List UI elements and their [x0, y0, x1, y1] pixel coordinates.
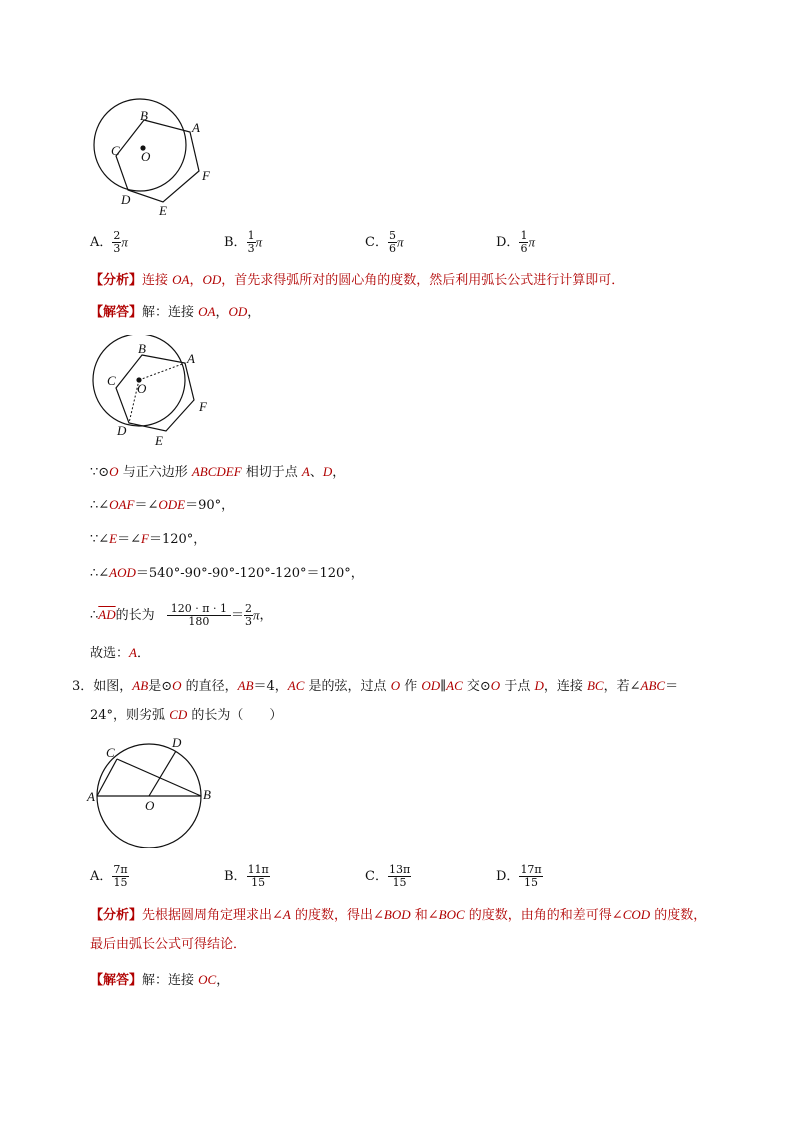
- fig1-label-o: O: [141, 149, 151, 164]
- fig2-label-f: F: [199, 399, 207, 414]
- fig1-label-d: D: [121, 192, 131, 207]
- fig1-label-f: F: [202, 168, 210, 183]
- fig2-label-b: B: [138, 341, 146, 356]
- fig3-label-a: A: [87, 789, 95, 804]
- fig3-label-d: D: [172, 735, 182, 750]
- fig2-label-e: E: [155, 433, 163, 448]
- q3-question-line-2: 24°，则劣弧 CD 的长为（ ）: [90, 707, 283, 723]
- fig2-label-o: O: [137, 381, 147, 396]
- q3-option-a[interactable]: A． $\frac{7\pi}{15}$: [90, 863, 128, 889]
- fig3-label-o: O: [145, 798, 155, 813]
- q2-step-1: ∵⊙O 与正六边形 ABCDEF 相切于点 A、D，: [90, 464, 346, 480]
- fig2-label-c: C: [107, 373, 116, 388]
- q3-question-line-1: 3．如图，AB是⊙O 的直径，AB＝4，AC 是的弦，过点 O 作 OD∥AC 交⊙O 于点 D，连接 BC，若∠ABC＝: [72, 678, 679, 694]
- q3-option-b[interactable]: B． $\frac{11\pi}{15}$: [224, 863, 269, 889]
- fig3-label-c: C: [106, 745, 115, 760]
- fig3-label-b: B: [203, 787, 211, 802]
- q2-step-4: ∴∠AOD＝540°-90°-90°-120°-120°＝120°，: [90, 565, 364, 581]
- fig1-label-c: C: [111, 143, 120, 158]
- fig1-label-b: B: [140, 108, 148, 123]
- fig2-label-d: D: [117, 423, 127, 438]
- q3-analysis-line-2: 最后由弧长公式可得结论．: [90, 937, 247, 952]
- q2-analysis: 【分析】连接 OA，OD，首先求得弧所对的圆心角的度数，然后利用弧长公式进行计算即可．: [90, 272, 625, 288]
- q2-step-5: $\therefore\overline{AD}$的长为 $\frac{120 \cdot \pi \cdot 1}{180}$ ＝ $\frac{2}{3}$ π，: [90, 602, 273, 628]
- fig1-label-e: E: [159, 203, 167, 218]
- q3-analysis-line-1: 【分析】先根据圆周角定理求出∠A 的度数，得出∠BOD 和∠BOC 的度数，由角的和差可得∠COD 的度数，: [90, 907, 707, 923]
- q2-option-a[interactable]: A． $\frac{2}{3}$ π: [90, 229, 128, 255]
- q3-option-d[interactable]: D． $\frac{17\pi}{15}$: [496, 863, 542, 889]
- fig2-label-a: A: [187, 351, 195, 366]
- q2-answer: 【解答】解：连接 OA，OD，: [90, 304, 261, 320]
- q2-step-3: ∵∠E＝∠F＝120°，: [90, 531, 207, 547]
- figure-circle-diameter: [85, 733, 225, 848]
- q2-option-c[interactable]: C． $\frac{5}{6}$ π: [365, 229, 404, 255]
- arc-ad: $\overline{AD}$: [98, 607, 116, 622]
- q3-option-c[interactable]: C． $\frac{13\pi}{15}$: [365, 863, 411, 889]
- fig1-label-a: A: [192, 120, 200, 135]
- q2-option-d[interactable]: D． $\frac{1}{6}$ π: [496, 229, 535, 255]
- figure-circle-hexagon-2: [85, 335, 225, 455]
- q3-answer: 【解答】解：连接 OC，: [90, 972, 230, 988]
- q2-choice: 故选：A．: [90, 645, 150, 661]
- q2-option-b[interactable]: B． $\frac{1}{3}$ π: [224, 229, 263, 255]
- figure-circle-hexagon-1: [85, 98, 225, 220]
- q2-step-2: ∴∠OAF＝∠ODE＝90°，: [90, 497, 235, 513]
